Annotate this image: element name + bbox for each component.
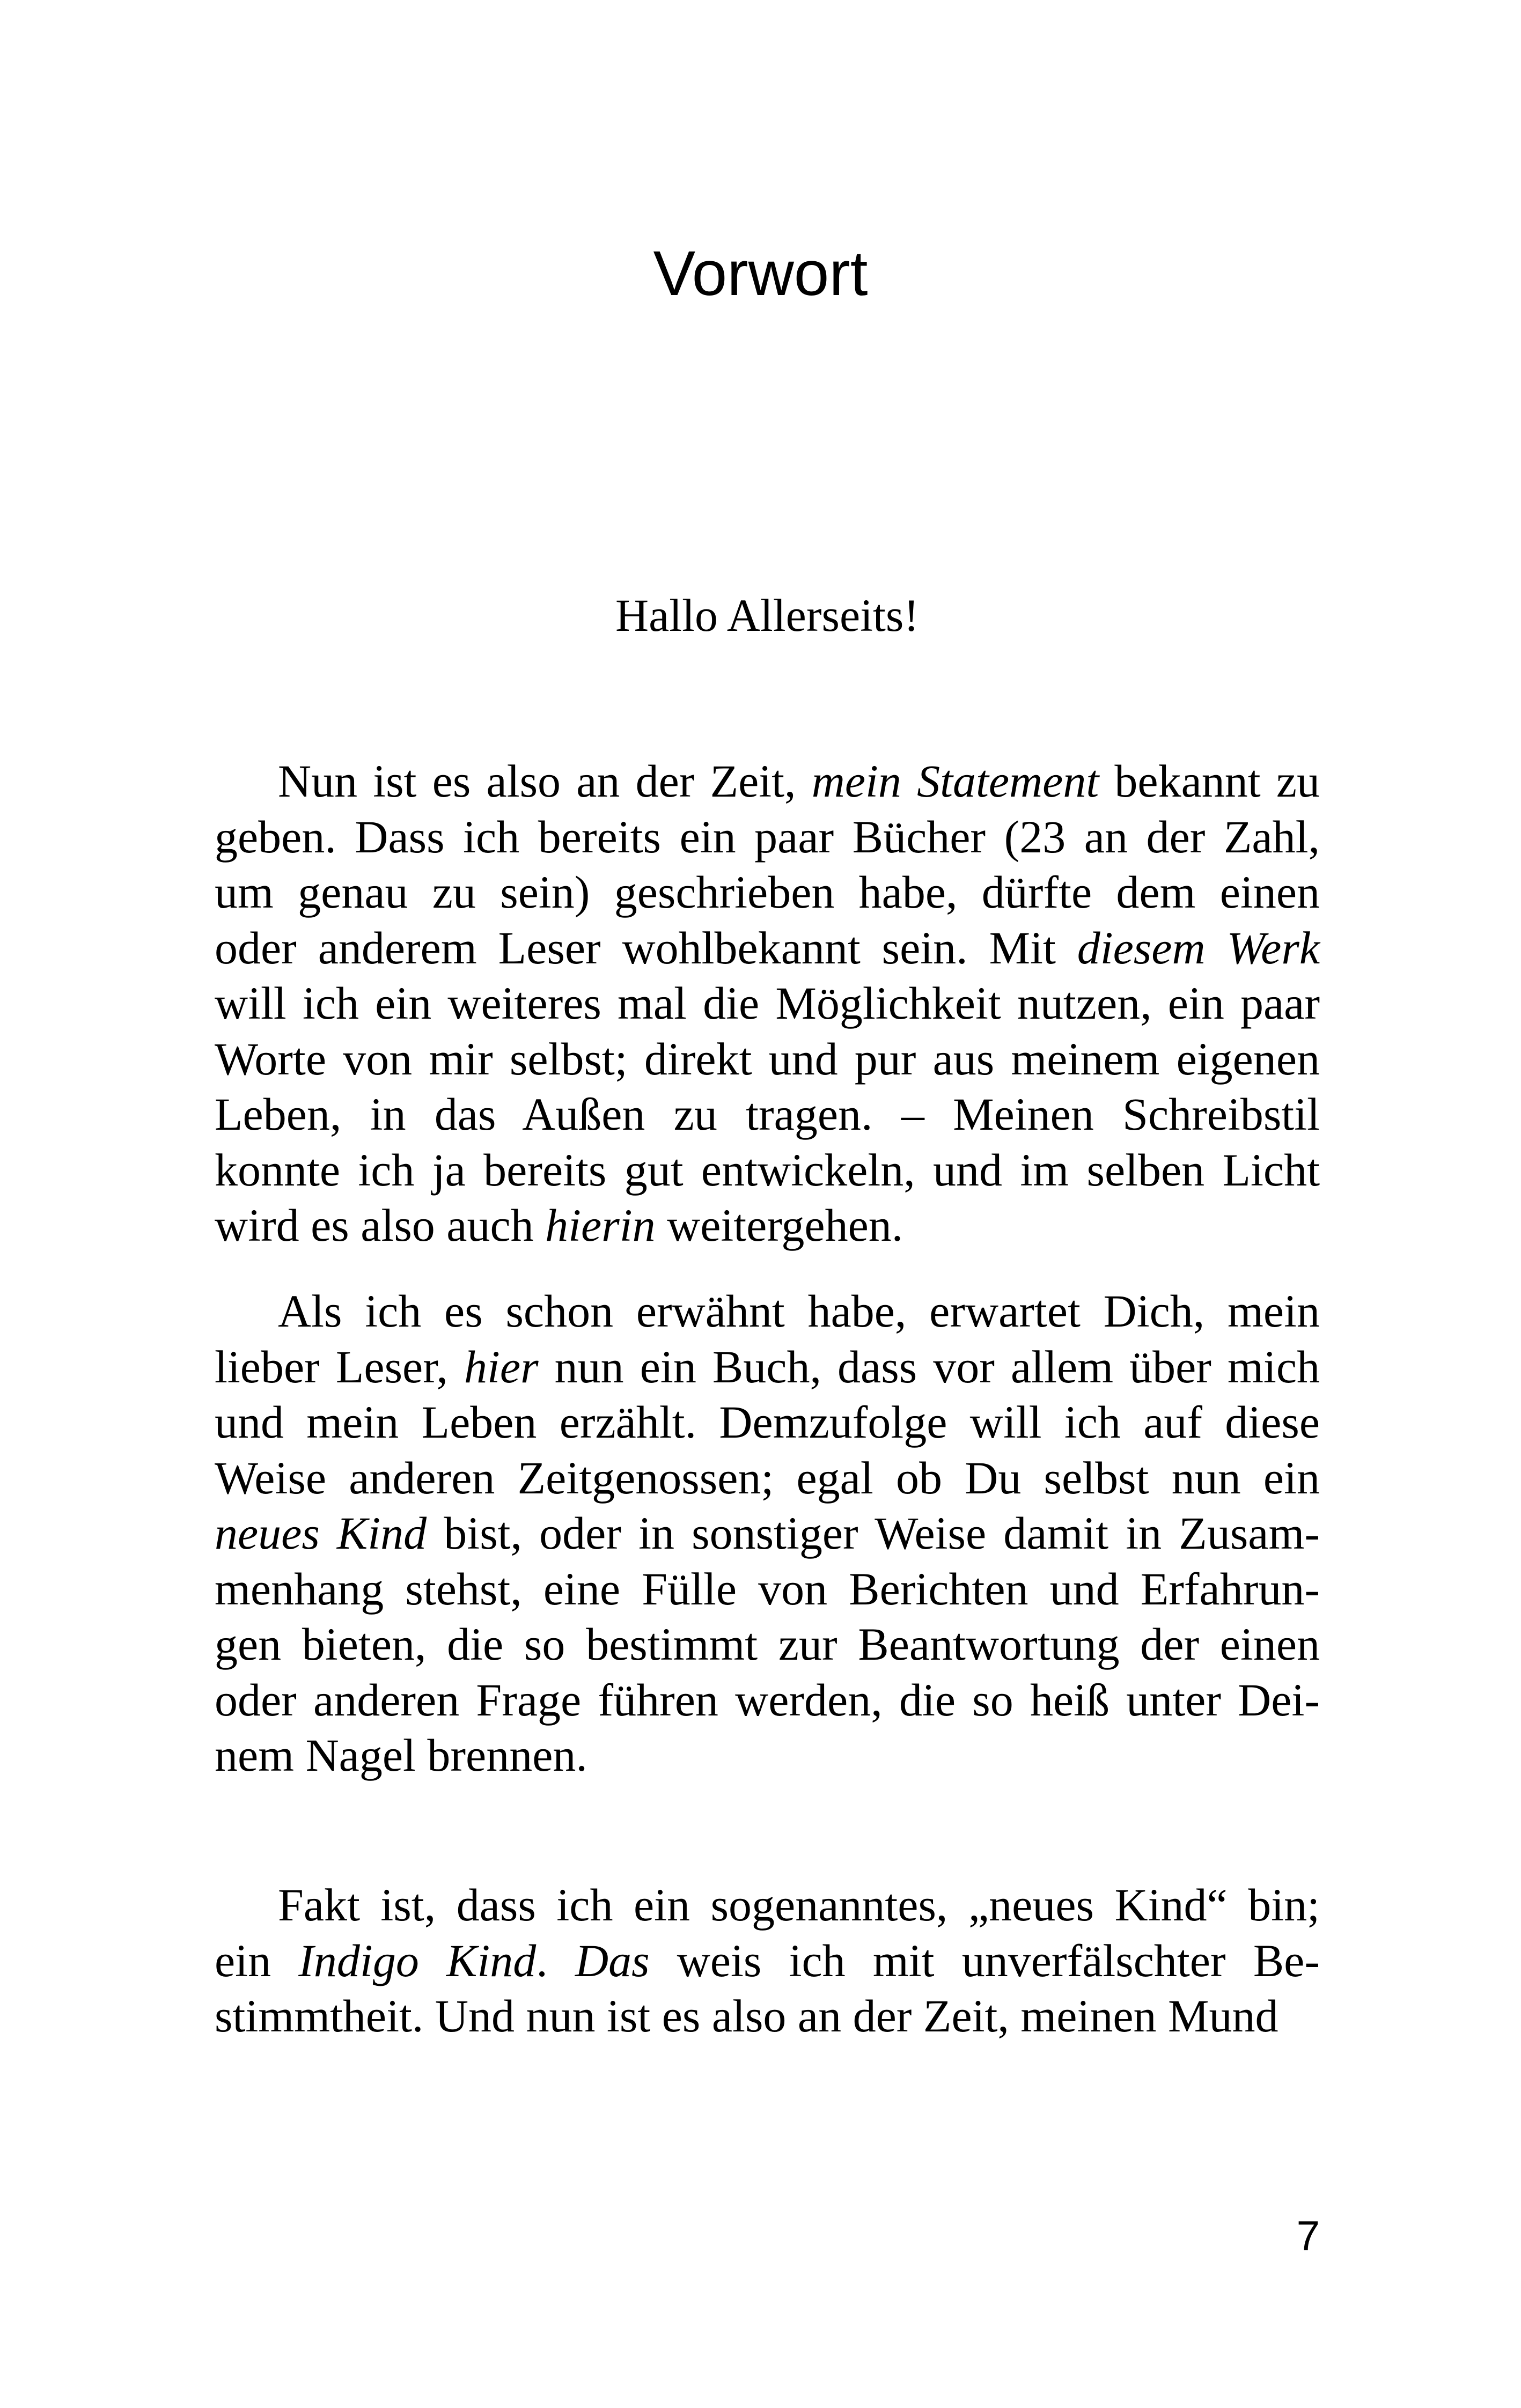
text-run: Leben, in das Außen zu tragen. – Meinen Schreibstil	[215, 1088, 1320, 1140]
text-line	[215, 1562, 1320, 1617]
text-run: bist, oder in sonstiger Weise damit in Zusam-	[427, 1507, 1320, 1559]
text-run: weitergehen.	[655, 1199, 903, 1251]
text-run: gen bieten, die so bestimmt zur Beantwortung der einen	[215, 1618, 1320, 1670]
text-line	[215, 1198, 1320, 1254]
text-run: oder anderem Leser wohlbekannt sein. Mit	[215, 922, 1077, 974]
paragraph-3	[215, 1877, 1320, 2044]
emphasized-text: diesem Werk	[1077, 922, 1320, 974]
emphasized-text: hierin	[545, 1199, 656, 1251]
text-line	[215, 754, 1320, 809]
page-number: 7	[1296, 2212, 1320, 2259]
greeting-heading: Hallo Allerseits!	[615, 590, 920, 641]
text-run: nem Nagel brennen.	[215, 1729, 587, 1781]
emphasized-text: hier	[464, 1341, 539, 1393]
text-line	[215, 1143, 1320, 1198]
text-line	[215, 921, 1320, 976]
text-run: lieber Leser,	[215, 1341, 465, 1393]
text-line	[215, 1087, 1320, 1143]
text-line	[215, 1728, 1320, 1784]
text-line	[215, 1284, 1320, 1339]
emphasized-text: mein Statement	[811, 755, 1099, 807]
text-line	[215, 1989, 1320, 2044]
text-line	[215, 1617, 1320, 1673]
text-run: oder anderen Frage führen werden, die so heiß unter Dei-	[215, 1674, 1320, 1726]
text-line	[215, 1339, 1320, 1395]
text-run: geben. Dass ich bereits ein paar Bücher (23 an der Zahl,	[215, 811, 1320, 863]
text-run: Fakt ist, dass ich ein sogenanntes, „neues Kind“ bin;	[278, 1879, 1320, 1931]
emphasized-text: Das	[575, 1934, 650, 1986]
paragraph-2	[215, 1284, 1320, 1784]
text-run: und mein Leben erzählt. Demzufolge will ich auf diese	[215, 1396, 1320, 1448]
text-run: wird es also auch	[215, 1199, 546, 1251]
text-line	[215, 1506, 1320, 1562]
chapter-title: Vorwort	[653, 238, 868, 309]
emphasized-text: neues Kind	[215, 1507, 427, 1559]
text-line	[215, 1395, 1320, 1450]
text-line	[215, 1673, 1320, 1728]
text-line	[215, 1450, 1320, 1506]
text-run: Nun ist es also an der Zeit,	[278, 755, 812, 807]
text-run: ein	[215, 1934, 299, 1986]
text-run: stimmtheit. Und nun ist es also an der Zeit, meinen Mund	[215, 1990, 1278, 2042]
text-line	[215, 1933, 1320, 1989]
text-line	[215, 1877, 1320, 1933]
emphasized-text: Indigo Kind	[298, 1934, 537, 1986]
text-line	[215, 976, 1320, 1032]
text-run: menhang stehst, eine Fülle von Berichten und Erfahrun-	[215, 1563, 1320, 1615]
text-run: bekannt zu	[1099, 755, 1320, 807]
text-run: konnte ich ja bereits gut entwickeln, und im selben Licht	[215, 1144, 1320, 1196]
paragraph-1	[215, 754, 1320, 1254]
text-run: Als ich es schon erwähnt habe, erwartet Dich, mein	[278, 1285, 1320, 1337]
text-run: .	[536, 1934, 575, 1986]
text-line	[215, 809, 1320, 865]
text-line	[215, 1032, 1320, 1087]
text-run: weis ich mit unverfälschter Be-	[649, 1934, 1320, 1986]
text-line	[215, 865, 1320, 921]
text-run: Weise anderen Zeitgenossen; egal ob Du selbst nun ein	[215, 1452, 1320, 1504]
text-run: nun ein Buch, dass vor allem über mich	[538, 1341, 1320, 1393]
text-run: Worte von mir selbst; direkt und pur aus meinem eigenen	[215, 1033, 1320, 1085]
text-run: will ich ein weiteres mal die Möglichkeit nutzen, ein paar	[215, 977, 1320, 1029]
text-run: um genau zu sein) geschrieben habe, dürfte dem einen	[215, 866, 1320, 918]
